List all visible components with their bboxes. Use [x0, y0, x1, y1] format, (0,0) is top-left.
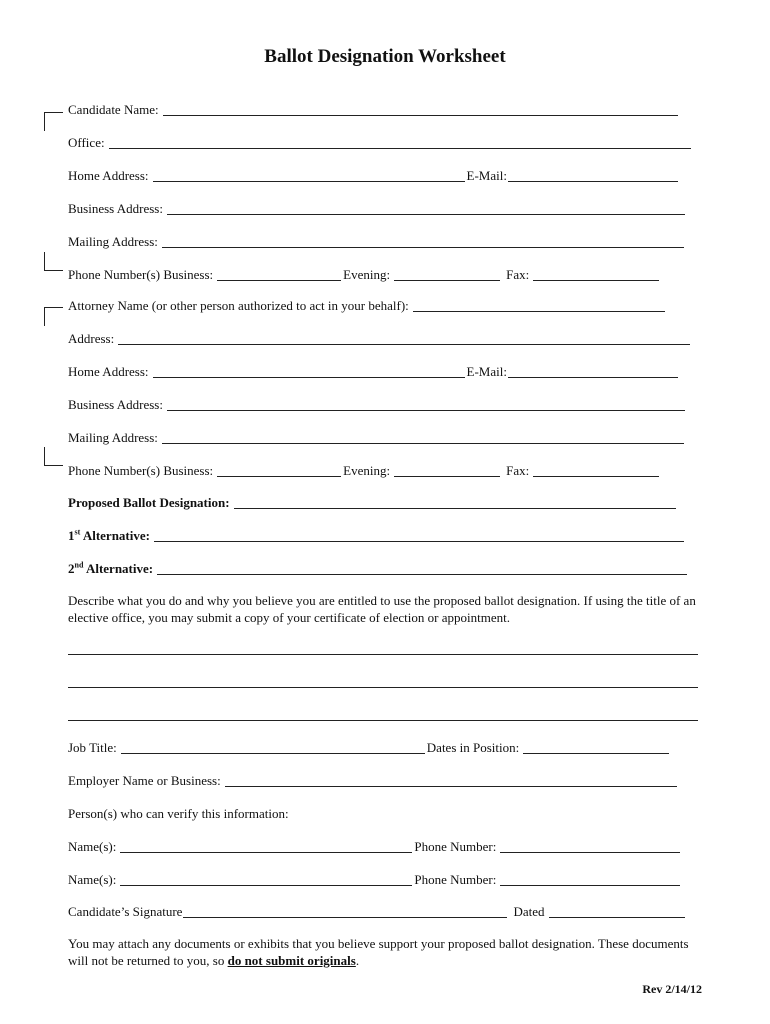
candidate-evening-label: Evening:	[343, 267, 391, 282]
signature-field[interactable]	[183, 905, 507, 918]
candidate-phone-business-field[interactable]	[217, 268, 341, 281]
proposed-designation-field[interactable]	[234, 496, 676, 509]
attorney-address-row	[68, 329, 692, 347]
office-label: Office:	[68, 135, 105, 150]
attorney-name-field[interactable]	[413, 299, 665, 312]
attorney-email-field[interactable]	[508, 365, 678, 378]
candidate-mailing-address-label: Mailing Address:	[68, 234, 158, 249]
candidate-name-field[interactable]	[163, 103, 678, 116]
do-not-submit-originals: do not submit originals	[227, 953, 356, 968]
proposed-designation-row	[68, 493, 678, 511]
verifier-2-names-label: Name(s):	[68, 872, 117, 887]
candidate-mailing-address-field[interactable]	[162, 235, 684, 248]
job-title-label: Job Title:	[68, 740, 117, 755]
candidate-home-row	[68, 166, 680, 184]
candidate-bracket-top	[44, 112, 63, 131]
describe-line-1[interactable]	[68, 654, 698, 655]
attorney-phone-row	[68, 461, 661, 479]
attorney-mailing-row	[68, 428, 686, 446]
candidate-name-label: Candidate Name:	[68, 102, 159, 117]
candidate-phone-row	[68, 265, 661, 283]
employer-label: Employer Name or Business:	[68, 773, 221, 788]
alternative-2-label: 2nd Alternative:	[68, 560, 154, 576]
dates-in-position-field[interactable]	[523, 741, 669, 754]
verify-row	[68, 804, 289, 822]
attorney-business-address-label: Business Address:	[68, 397, 163, 412]
attorney-name-label: Attorney Name (or other person authorized to act in your behalf):	[68, 298, 409, 313]
alternative-1-row	[68, 526, 686, 544]
attorney-home-address-label: Home Address:	[68, 364, 149, 379]
verifier-1-phone-label: Phone Number:	[414, 839, 497, 854]
office-row	[68, 133, 693, 151]
alternative-1-label: 1st Alternative:	[68, 527, 150, 543]
verifier-2-phone-label: Phone Number:	[414, 872, 497, 887]
attorney-phone-business-field[interactable]	[217, 464, 341, 477]
candidate-mailing-row	[68, 232, 686, 250]
alternative-2-field[interactable]	[157, 562, 687, 575]
proposed-designation-label: Proposed Ballot Designation:	[68, 495, 230, 510]
describe-instructions: Describe what you do and why you believe you are entitled to use the proposed ballot designation. If using the title of an elective office, you may submit a copy of your certificate of election or appointment.	[68, 593, 696, 625]
attorney-phone-business-label: Phone Number(s) Business:	[68, 463, 214, 478]
attorney-business-address-field[interactable]	[167, 398, 685, 411]
candidate-home-address-field[interactable]	[153, 169, 465, 182]
attorney-fax-field[interactable]	[533, 464, 659, 477]
candidate-bracket-bottom	[44, 252, 63, 271]
attorney-bracket-top	[44, 307, 63, 326]
dated-field[interactable]	[549, 905, 685, 918]
describe-line-2[interactable]	[68, 687, 698, 688]
job-title-field[interactable]	[121, 741, 425, 754]
candidate-business-row	[68, 199, 687, 217]
dates-in-position-label: Dates in Position:	[426, 740, 520, 755]
employer-row	[68, 771, 679, 789]
page-title: Ballot Designation Worksheet	[264, 46, 506, 67]
candidate-home-address-label: Home Address:	[68, 168, 149, 183]
verifier-2-phone-field[interactable]	[500, 873, 680, 886]
verify-label: Person(s) who can verify this information:	[68, 806, 289, 821]
attorney-name-row	[68, 296, 667, 314]
candidate-email-label: E-Mail:	[466, 168, 507, 183]
office-field[interactable]	[109, 136, 691, 149]
attorney-evening-field[interactable]	[394, 464, 500, 477]
attach-instructions: You may attach any documents or exhibits that you believe support your proposed ballot designation. These documents will not be returned to you, so do not submit originals.	[68, 936, 689, 968]
attorney-mailing-address-label: Mailing Address:	[68, 430, 158, 445]
attorney-address-label: Address:	[68, 331, 115, 346]
attorney-home-address-field[interactable]	[153, 365, 465, 378]
employer-field[interactable]	[225, 774, 677, 787]
signature-row	[68, 902, 687, 920]
signature-label: Candidate’s Signature	[68, 904, 183, 919]
attorney-email-label: E-Mail:	[466, 364, 507, 379]
verifier-1-names-field[interactable]	[120, 840, 412, 853]
candidate-fax-field[interactable]	[533, 268, 659, 281]
attorney-mailing-address-field[interactable]	[162, 431, 684, 444]
verifier-2-row	[68, 870, 682, 888]
candidate-email-field[interactable]	[508, 169, 678, 182]
revision-date: Rev 2/14/12	[642, 982, 702, 996]
verifier-1-phone-field[interactable]	[500, 840, 680, 853]
attorney-evening-label: Evening:	[343, 463, 391, 478]
job-title-row	[68, 738, 671, 756]
dated-label: Dated	[513, 904, 545, 919]
candidate-phone-business-label: Phone Number(s) Business:	[68, 267, 214, 282]
candidate-business-address-field[interactable]	[167, 202, 685, 215]
attorney-bracket-bottom	[44, 447, 63, 466]
candidate-evening-field[interactable]	[394, 268, 500, 281]
attorney-business-row	[68, 395, 687, 413]
attorney-fax-label: Fax:	[506, 463, 530, 478]
verifier-2-names-field[interactable]	[120, 873, 412, 886]
attorney-address-field[interactable]	[118, 332, 690, 345]
verifier-1-names-label: Name(s):	[68, 839, 117, 854]
candidate-name-row	[68, 100, 680, 118]
alternative-2-row	[68, 559, 689, 577]
describe-line-3[interactable]	[68, 720, 698, 721]
alternative-1-field[interactable]	[154, 529, 684, 542]
verifier-1-row	[68, 837, 682, 855]
candidate-fax-label: Fax:	[506, 267, 530, 282]
candidate-business-address-label: Business Address:	[68, 201, 163, 216]
attorney-home-row	[68, 362, 680, 380]
